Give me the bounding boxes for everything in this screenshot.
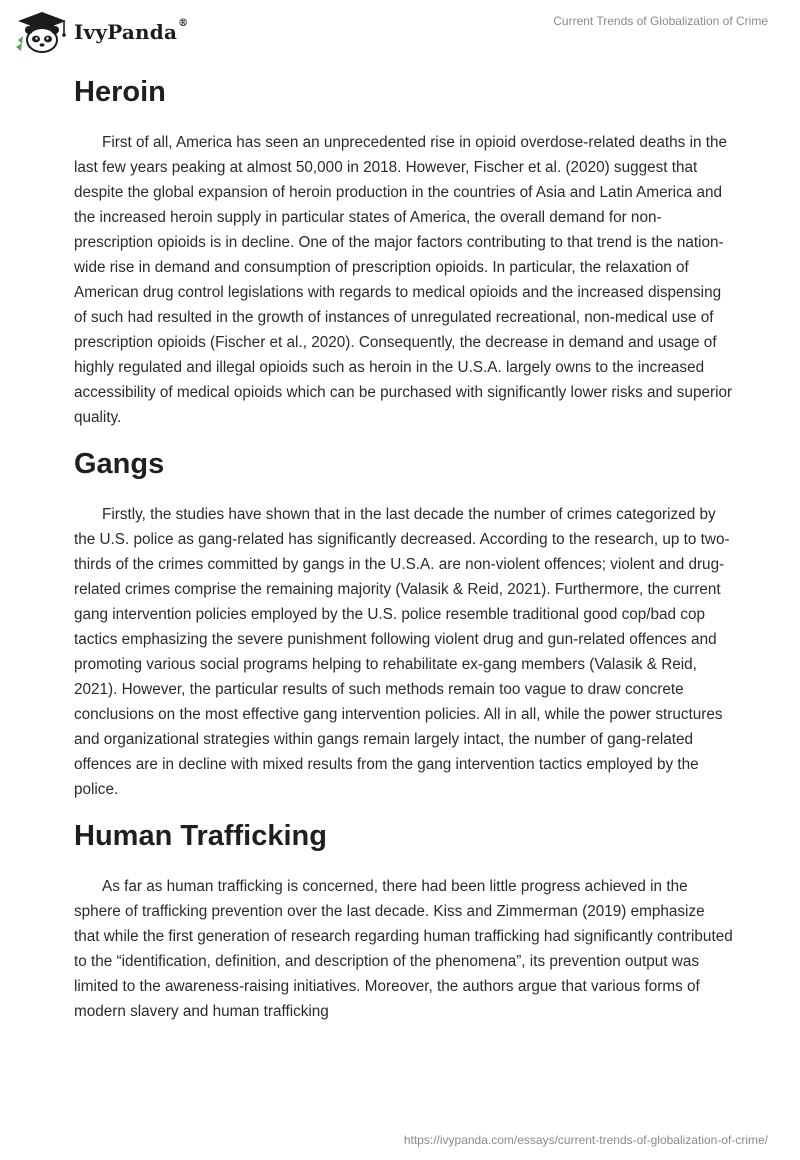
section-paragraph: As far as human trafficking is concerned, there had been little progress achieved in the sphere of trafficking prevention over the last decade. Kiss and Zimmerman (2019) emphasize that while the first generation of research regarding human trafficking had significantly contributed to the “identification, definition, and description of the phenomena”, its prevention output was limited to the awareness-raising initiatives. Moreover, the authors argue that various forms of modern slavery and human trafficking <box>74 878 733 1020</box>
section-paragraph: Firstly, the studies have shown that in the last decade the number of crimes categorized by the U.S. police as gang-related has significantly decreased. According to the research, up to two-thirds of the crimes committed by gangs in the U.S.A. are non-violent offences; violent and drug-related crimes comprise the remaining majority (Valasik & Reid, 2021). Furthermore, the current gang intervention policies employed by the U.S. police resemble traditional good cop/bad cop tactics emphasizing the severe punishment following violent drug and gun-related offences and promoting various social programs helping to rehabilitate ex-gang members (Valasik & Reid, 2021). However, the particular results of such methods remain too vague to draw concrete conclusions on the most effective gang intervention policies. All in all, while the power structures and organizational strategies within gangs remain largely intact, the number of gang-related offences are in decline with mixed results from the gang intervention tactics employed by the police. <box>74 506 730 798</box>
section-heading: Heroin <box>74 76 166 108</box>
section-heroin <box>74 72 734 430</box>
document-title: Current Trends of Globalization of Crime <box>553 14 768 28</box>
panda-graduate-icon <box>14 10 70 54</box>
logo-text: IvyPanda <box>74 20 178 44</box>
section-heading: Gangs <box>74 448 165 480</box>
logo-wordmark <box>74 20 188 44</box>
ivypanda-logo[interactable] <box>14 8 188 56</box>
section-paragraph: First of all, America has seen an unprecedented rise in opioid overdose-related deaths in the last few years peaking at almost 50,000 in 2018. However, Fischer et al. (2020) suggest that despite the global expansion of heroin production in the countries of Asia and Latin America and the increased heroin supply in particular states of America, the overall demand for non-prescription opioids is in decline. One of the major factors contributing to that trend is the nation-wide rise in demand and consumption of prescription opioids. In particular, the relaxation of American drug control legislations with regards to medical opioids and the increased dispensing of such had resulted in the growth of instances of unregulated recreational, non-medical use of prescription opioids (Fischer et al., 2020). Consequently, the decrease in demand and usage of highly regulated and illegal opioids such as heroin in the U.S.A. largely owns to the increased accessibility of medical opioids which can be purchased with significantly lower risks and superior quality. <box>74 134 733 426</box>
registered-mark: ® <box>178 18 189 29</box>
essay-body <box>74 72 734 1024</box>
source-url[interactable]: https://ivypanda.com/essays/current-trends-of-globalization-of-crime/ <box>403 1133 768 1147</box>
section-human-trafficking <box>74 816 734 1024</box>
section-heading: Human Trafficking <box>74 820 327 852</box>
page-header <box>0 0 800 60</box>
section-gangs <box>74 444 734 802</box>
